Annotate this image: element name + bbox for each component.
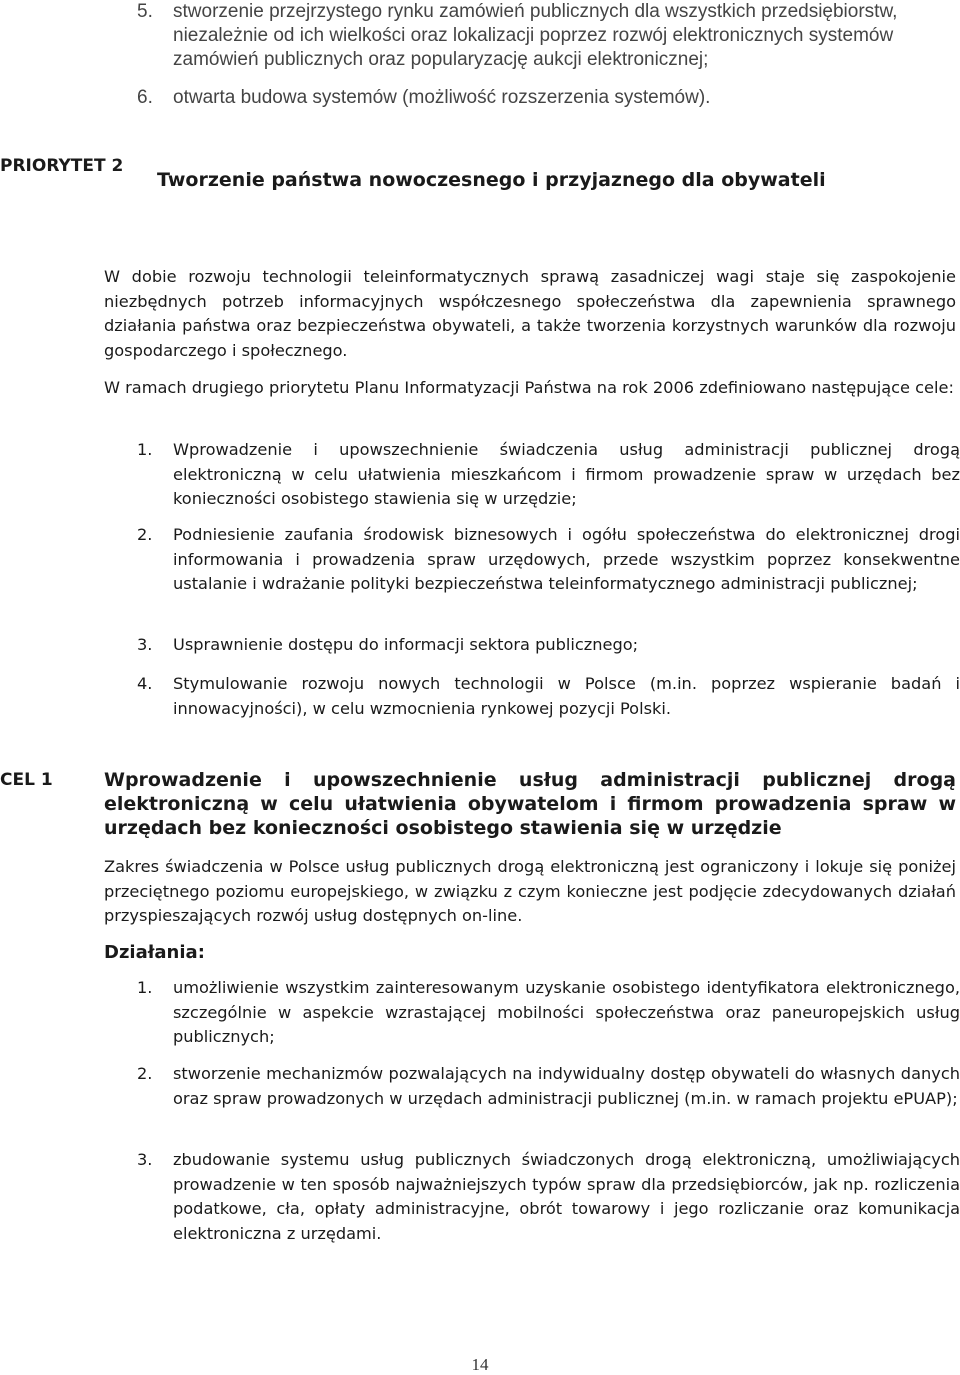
list-item-number: 5.	[137, 1, 153, 22]
list-item	[137, 86, 960, 110]
goal-item	[137, 438, 960, 512]
action-number: 3.	[137, 1150, 153, 1169]
goal-item	[137, 523, 960, 621]
priority-title: Tworzenie państwa nowoczesnego i przyjaznego dla obywateli	[157, 169, 826, 191]
goal-text: Wprowadzenie i upowszechnienie świadczenia usług administracji publicznej drogą elektroniczną w celu ułatwienia mieszkańcom i firmom prowadzenie spraw w urzędach bez konieczności osobistego stawienia się w urzędzie;	[173, 440, 960, 508]
action-item	[137, 1062, 960, 1136]
goal-number: 4.	[137, 674, 153, 693]
actions-heading: Działania:	[104, 942, 205, 963]
list-item-text: otwarta budowa systemów (możliwość rozszerzenia systemów).	[173, 87, 711, 108]
goal-text: Usprawnienie dostępu do informacji sektora publicznego;	[173, 635, 639, 654]
action-number: 2.	[137, 1064, 153, 1083]
goal-item	[137, 672, 960, 722]
goal-number: 1.	[137, 440, 153, 459]
goal-text: Podniesienie zaufania środowisk biznesowych i ogółu społeczeństwa do elektronicznej drogi informowania i prowadzenia spraw urzędowych, przede wszystkim poprzez konsekwentne ustalanie i wdrażanie polityki bezpieczeństwa teleinformatycznego administracji publicznej;	[173, 525, 960, 593]
goal-title: Wprowadzenie i upowszechnienie usług administracji publicznej drogą elektroniczną w celu ułatwienia obywatelom i firmom prowadzenia spraw w urzędach bez konieczności osobistego stawienia się w urzędzie	[104, 769, 956, 839]
list-item-text: stworzenie przejrzystego rynku zamówień publicznych dla wszystkich przedsiębiorstw, niezależnie od ich wielkości oraz lokalizacji poprzez rozwój elektronicznych systemów zamówień publicznych oraz popularyzację aukcji elektronicznej;	[173, 1, 898, 70]
goals-intro: W ramach drugiego priorytetu Planu Informatyzacji Państwa na rok 2006 zdefiniowano następujące cele:	[104, 378, 954, 397]
list-item	[137, 0, 960, 72]
goal-item	[137, 633, 960, 658]
priority-label: PRIORYTET 2	[0, 156, 124, 176]
action-number: 1.	[137, 978, 153, 997]
action-item	[137, 1148, 960, 1246]
action-text: zbudowanie systemu usług publicznych świadczonych drogą elektroniczną, umożliwiających prowadzenie w ten sposób najważniejszych typów spraw dla przedsiębiorców, jak np. rozliczenia podatkowe, cła, opłaty administracyjne, obrót towarowy i jego rozliczanie oraz komunikacja elektroniczna z urzędami.	[173, 1150, 960, 1243]
list-item-number: 6.	[137, 87, 153, 108]
priority-intro: W dobie rozwoju technologii teleinformatycznych sprawą zasadniczej wagi staje się zaspokojenie niezbędnych potrzeb informacyjnych współczesnego społeczeństwa dla zapewnienia sprawnego działania państwa oraz bezpieczeństwa obywateli, a także tworzenia korzystnych warunków dla rozwoju gospodarczego i społecznego.	[104, 267, 956, 360]
action-text: umożliwienie wszystkim zainteresowanym uzyskanie osobistego identyfikatora elektronicznego, szczególnie w aspekcie wzrastającej mobilności społeczeństwa oraz paneuropejskich usług publicznych;	[173, 978, 960, 1046]
goal-number: 3.	[137, 635, 153, 654]
action-item	[137, 976, 960, 1050]
goal-text: Stymulowanie rozwoju nowych technologii w Polsce (m.in. poprzez wspieranie badań i innowacyjności), w celu wzmocnienia rynkowej pozycji Polski.	[173, 674, 960, 718]
goal-description: Zakres świadczenia w Polsce usług publicznych drogą elektroniczną jest ograniczony i lokuje się poniżej przeciętnego poziomu europejskiego, w związku z czym konieczne jest podjęcie zdecydowanych działań przyspieszających rozwój usług dostępnych on-line.	[104, 857, 956, 925]
goal-number: 2.	[137, 525, 153, 544]
goal-label: CEL 1	[0, 770, 53, 790]
page-number: 14	[471, 1355, 489, 1374]
action-text: stworzenie mechanizmów pozwalających na indywidualny dostęp obywateli do własnych danych oraz spraw prowadzonych w urzędach administracji publicznej (m.in. w ramach projektu ePUAP);	[173, 1064, 960, 1108]
